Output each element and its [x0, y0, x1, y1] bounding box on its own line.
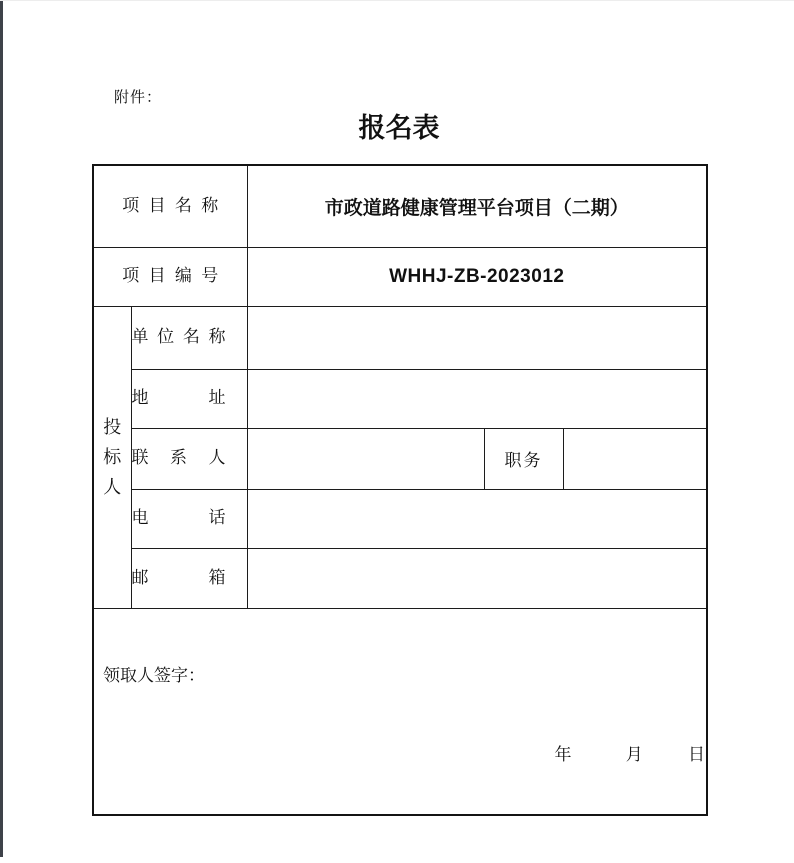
- table-row-phone: [93, 489, 707, 548]
- phone-label-cell: [131, 489, 247, 548]
- duty-input-cell: [563, 428, 707, 489]
- table-row-email: [93, 548, 707, 608]
- email-input-cell: [247, 548, 707, 608]
- page-top-edge: [0, 0, 794, 1]
- table-row-contact: [93, 428, 707, 489]
- project-name-label-cell: [93, 165, 247, 247]
- page-left-edge: [0, 0, 3, 857]
- project-name-value: 市政道路健康管理平台项目（二期）: [247, 165, 707, 247]
- company-name-input-cell: [247, 306, 707, 369]
- company-name-label: 单位名称: [131, 327, 226, 347]
- contact-label: 联系人: [131, 448, 226, 468]
- year-label: 年: [554, 745, 572, 765]
- project-number-label: 项目编号: [122, 266, 219, 286]
- table-row-signature: [93, 608, 707, 815]
- table-row-company-name: [93, 306, 707, 369]
- address-label-cell: [131, 369, 247, 428]
- project-number-value: WHHJ-ZB-2023012: [247, 247, 707, 306]
- signature-label: 领取人签字：: [103, 666, 205, 686]
- duty-label: 职务: [504, 451, 543, 470]
- duty-label-cell: [484, 428, 563, 489]
- attachment-label: 附件：: [114, 90, 163, 106]
- company-name-label-cell: [131, 306, 247, 369]
- table-row-project-name: [93, 165, 707, 247]
- table-row-project-number: [93, 247, 707, 306]
- project-name-label: 项目名称: [122, 196, 219, 216]
- bidder-group-cell: [93, 306, 131, 608]
- registration-form-table: [92, 164, 708, 816]
- date-line: [555, 740, 706, 765]
- address-label: 地址: [131, 388, 226, 408]
- table-row-address: [93, 369, 707, 428]
- bidder-group-label: 投标人: [103, 417, 122, 497]
- address-input-cell: [247, 369, 707, 428]
- page-title: 报名表: [358, 113, 440, 143]
- project-number-label-cell: [93, 247, 247, 306]
- email-label: 邮箱: [131, 567, 226, 587]
- month-label: 月: [625, 745, 643, 765]
- contact-input-cell: [247, 428, 484, 489]
- contact-label-cell: [131, 428, 247, 489]
- phone-input-cell: [247, 489, 707, 548]
- email-label-cell: [131, 548, 247, 608]
- day-label: 日: [688, 745, 706, 765]
- phone-label: 电话: [131, 508, 226, 528]
- signature-cell: [93, 608, 707, 815]
